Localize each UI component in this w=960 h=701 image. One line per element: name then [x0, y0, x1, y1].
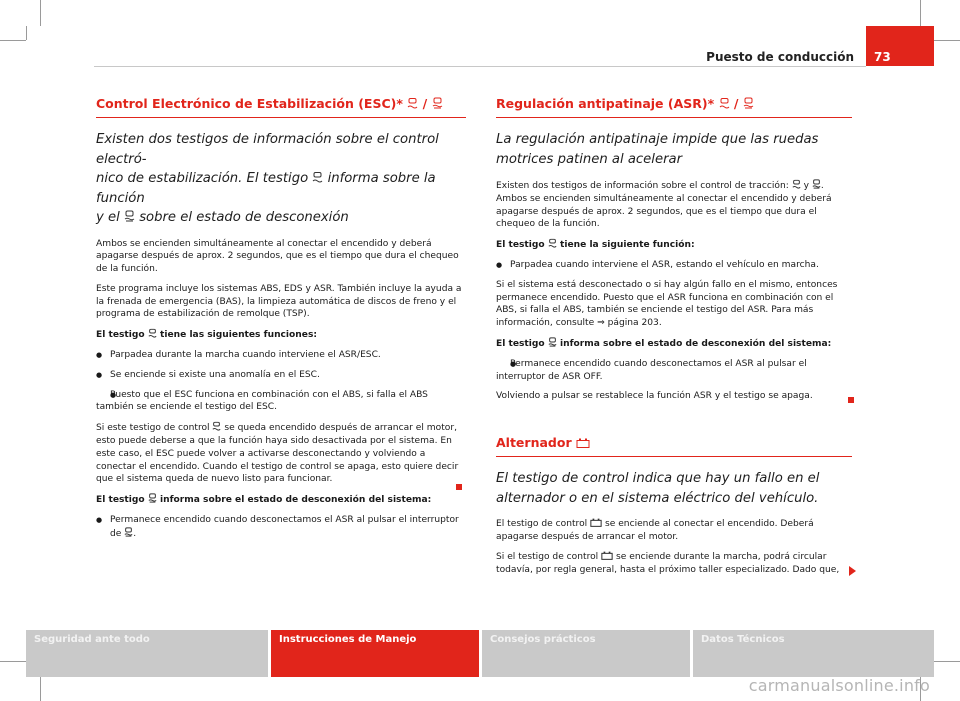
esc-heading-text: Control Electrónico de Estabilización (ESC)* — [96, 96, 403, 111]
crop-mark — [0, 661, 26, 662]
subheading-text: tiene la siguiente función: — [560, 240, 695, 251]
list-item-text: Permanece encendido cuando desconectamos el ASR al pulsar el interruptor de — [110, 515, 459, 539]
crop-mark — [934, 40, 960, 41]
paragraph-text: Si este testigo de control — [96, 423, 210, 434]
footer-tab-label: Instrucciones de Manejo — [279, 634, 417, 645]
paragraph: Si el sistema está desconectado o si hay algún fallo en el mismo, entonces permanece encendido. Puesto que el ASR funciona en combinación con el ABS, si falla el ABS, también se enciende el testigo del ASR. Para más información, consulte ⇒ página 203. — [496, 279, 838, 329]
asr-warning-icon — [792, 179, 801, 189]
esc-warning-icon — [148, 328, 157, 338]
lead-text: informa sobre la función — [96, 171, 436, 206]
crop-mark — [934, 661, 960, 662]
lead-text: y el — [96, 210, 120, 225]
paragraph-text: Si el testigo de control — [496, 551, 599, 562]
esc-warning-icon — [407, 97, 418, 109]
crop-mark — [40, 0, 41, 26]
list-item — [96, 514, 466, 541]
subheading-text: informa sobre el estado de desconexión del sistema: — [560, 338, 832, 349]
subheading-text: El testigo — [96, 495, 145, 506]
paragraph-text: El testigo de control — [496, 519, 588, 530]
paragraph: Este programa incluye los sistemas ABS, EDS y ASR. También incluye la ayuda a la frenada de emergencia (BAS), la limpieza automática de discos de freno y el programa de estabilización de remolque (TSP). — [96, 283, 462, 320]
crop-mark — [26, 26, 27, 40]
subheading — [496, 238, 852, 252]
alternator-heading — [496, 435, 852, 457]
asr-lead: La regulación antipatinaje impide que las ruedas motrices patinen al acelerar — [496, 132, 819, 167]
asr-heading — [496, 96, 852, 118]
crop-mark — [0, 40, 26, 41]
asr-off-icon — [743, 97, 754, 109]
header-rule — [94, 66, 866, 67]
list-item: ● Se enciende si existe una anomalía en el ESC. — [96, 369, 466, 382]
section-end-mark — [456, 484, 462, 490]
lead-text: sobre el estado de desconexión — [139, 210, 349, 225]
paragraph-text: y — [803, 181, 809, 191]
subheading — [496, 337, 852, 351]
paragraph: Volviendo a pulsar se restablece la función ASR y el testigo se apaga. — [496, 391, 813, 402]
alternator-lead: El testigo de control indica que hay un fallo en el alternador o en el sistema eléctrico del vehículo. — [496, 471, 820, 506]
battery-icon — [590, 518, 602, 527]
paragraph-text: se queda encendido después de arrancar el motor, esto puede deberse a que la función haya sido desactivada por el sistema. En este caso, el ESC puede volver a activarse desconectando y volviendo a conectar el encendido. Cuando el testigo de control se apaga, esto quiere decir que el sistema queda de nuevo listo para funcionar. — [96, 423, 459, 485]
lead-text: nico de estabilización. El testigo — [96, 171, 309, 186]
paragraph — [496, 179, 852, 231]
esc-off-icon — [148, 493, 157, 503]
asr-off-icon — [812, 179, 821, 189]
asr-heading-text: Regulación antipatinaje (ASR)* — [496, 96, 715, 111]
section-title: Puesto de conducción — [706, 50, 854, 64]
lead-text: Existen dos testigos de información sobre el control electró- — [96, 132, 439, 167]
right-column — [496, 96, 852, 583]
battery-icon — [601, 551, 613, 560]
esc-off-icon — [432, 97, 443, 109]
list-item-text: . — [133, 528, 137, 539]
crop-mark — [40, 675, 41, 701]
list-item: ● Permanece encendido cuando desconectamos el ASR al pulsar el interruptor de ASR OFF. — [496, 358, 852, 384]
list-item: ● Parpadea cuando interviene el ASR, estando el vehículo en marcha. — [496, 259, 852, 272]
watermark: carmanualsonline.info — [748, 676, 930, 695]
paragraph-text: se enciende durante la marcha, podrá circular todavía, por regla general, hasta el próximo taller especializado. Dado que, — [496, 551, 840, 575]
esc-warning-icon — [312, 171, 323, 183]
subheading — [96, 328, 466, 342]
footer-tab-datos[interactable] — [693, 630, 934, 677]
battery-icon — [576, 438, 590, 448]
subheading — [96, 493, 466, 507]
footer-tab-seguridad[interactable] — [26, 630, 268, 677]
alternator-heading-text: Alternador — [496, 435, 572, 451]
paragraph-text: Existen dos testigos de información sobre el control de tracción: — [496, 181, 789, 191]
paragraph — [496, 551, 852, 577]
asr-warning-icon — [548, 238, 557, 248]
subheading-text: El testigo — [496, 240, 545, 251]
subheading-text: tiene las siguientes funciones: — [160, 330, 317, 341]
paragraph: Ambos se encienden simultáneamente al conectar el encendido y deberá apagarse después de aprox. 2 segundos, que es el tiempo que dura el chequeo de la función. — [96, 238, 459, 275]
footer-tab-consejos[interactable] — [482, 630, 690, 677]
esc-warning-icon — [212, 421, 221, 431]
asr-off-icon — [548, 337, 557, 347]
footer-tab-label: Seguridad ante todo — [34, 634, 150, 645]
footer-tab-instrucciones[interactable] — [271, 630, 479, 677]
asr-warning-icon — [719, 97, 730, 109]
subheading-text: El testigo — [96, 330, 145, 341]
heading-separator: / — [733, 96, 739, 111]
page-number: 73 — [874, 50, 891, 64]
esc-lead — [96, 130, 466, 228]
paragraph — [496, 518, 852, 544]
list-item: ● Parpadea durante la marcha cuando interviene el ASR/ESC. — [96, 349, 466, 362]
list-item: ● Puesto que el ESC funciona en combinación con el ABS, si falla el ABS también se enciende el testigo del ESC. — [96, 389, 466, 415]
esc-off-icon — [124, 527, 133, 537]
paragraph-text: se enciende al conectar el encendido. Deberá apagarse después de arrancar el motor. — [496, 519, 814, 542]
continue-arrow-icon — [849, 566, 856, 576]
subheading-text: informa sobre el estado de desconexión del sistema: — [160, 495, 432, 506]
esc-off-icon — [124, 210, 135, 222]
footer-tab-label: Datos Técnicos — [701, 634, 785, 645]
footer-tab-label: Consejos prácticos — [490, 634, 596, 645]
esc-heading — [96, 96, 466, 118]
left-column — [96, 96, 466, 548]
subheading-text: El testigo — [496, 338, 545, 349]
paragraph — [96, 421, 466, 486]
paragraph-text: . Ambos se encienden simultáneamente al conectar el encendido y deberá apagarse después de aprox. 2 segundos, que es el tiempo que dura el chequeo de la función. — [496, 181, 832, 230]
crop-mark — [920, 0, 921, 26]
section-end-mark — [848, 397, 854, 403]
heading-separator: / — [422, 96, 428, 111]
